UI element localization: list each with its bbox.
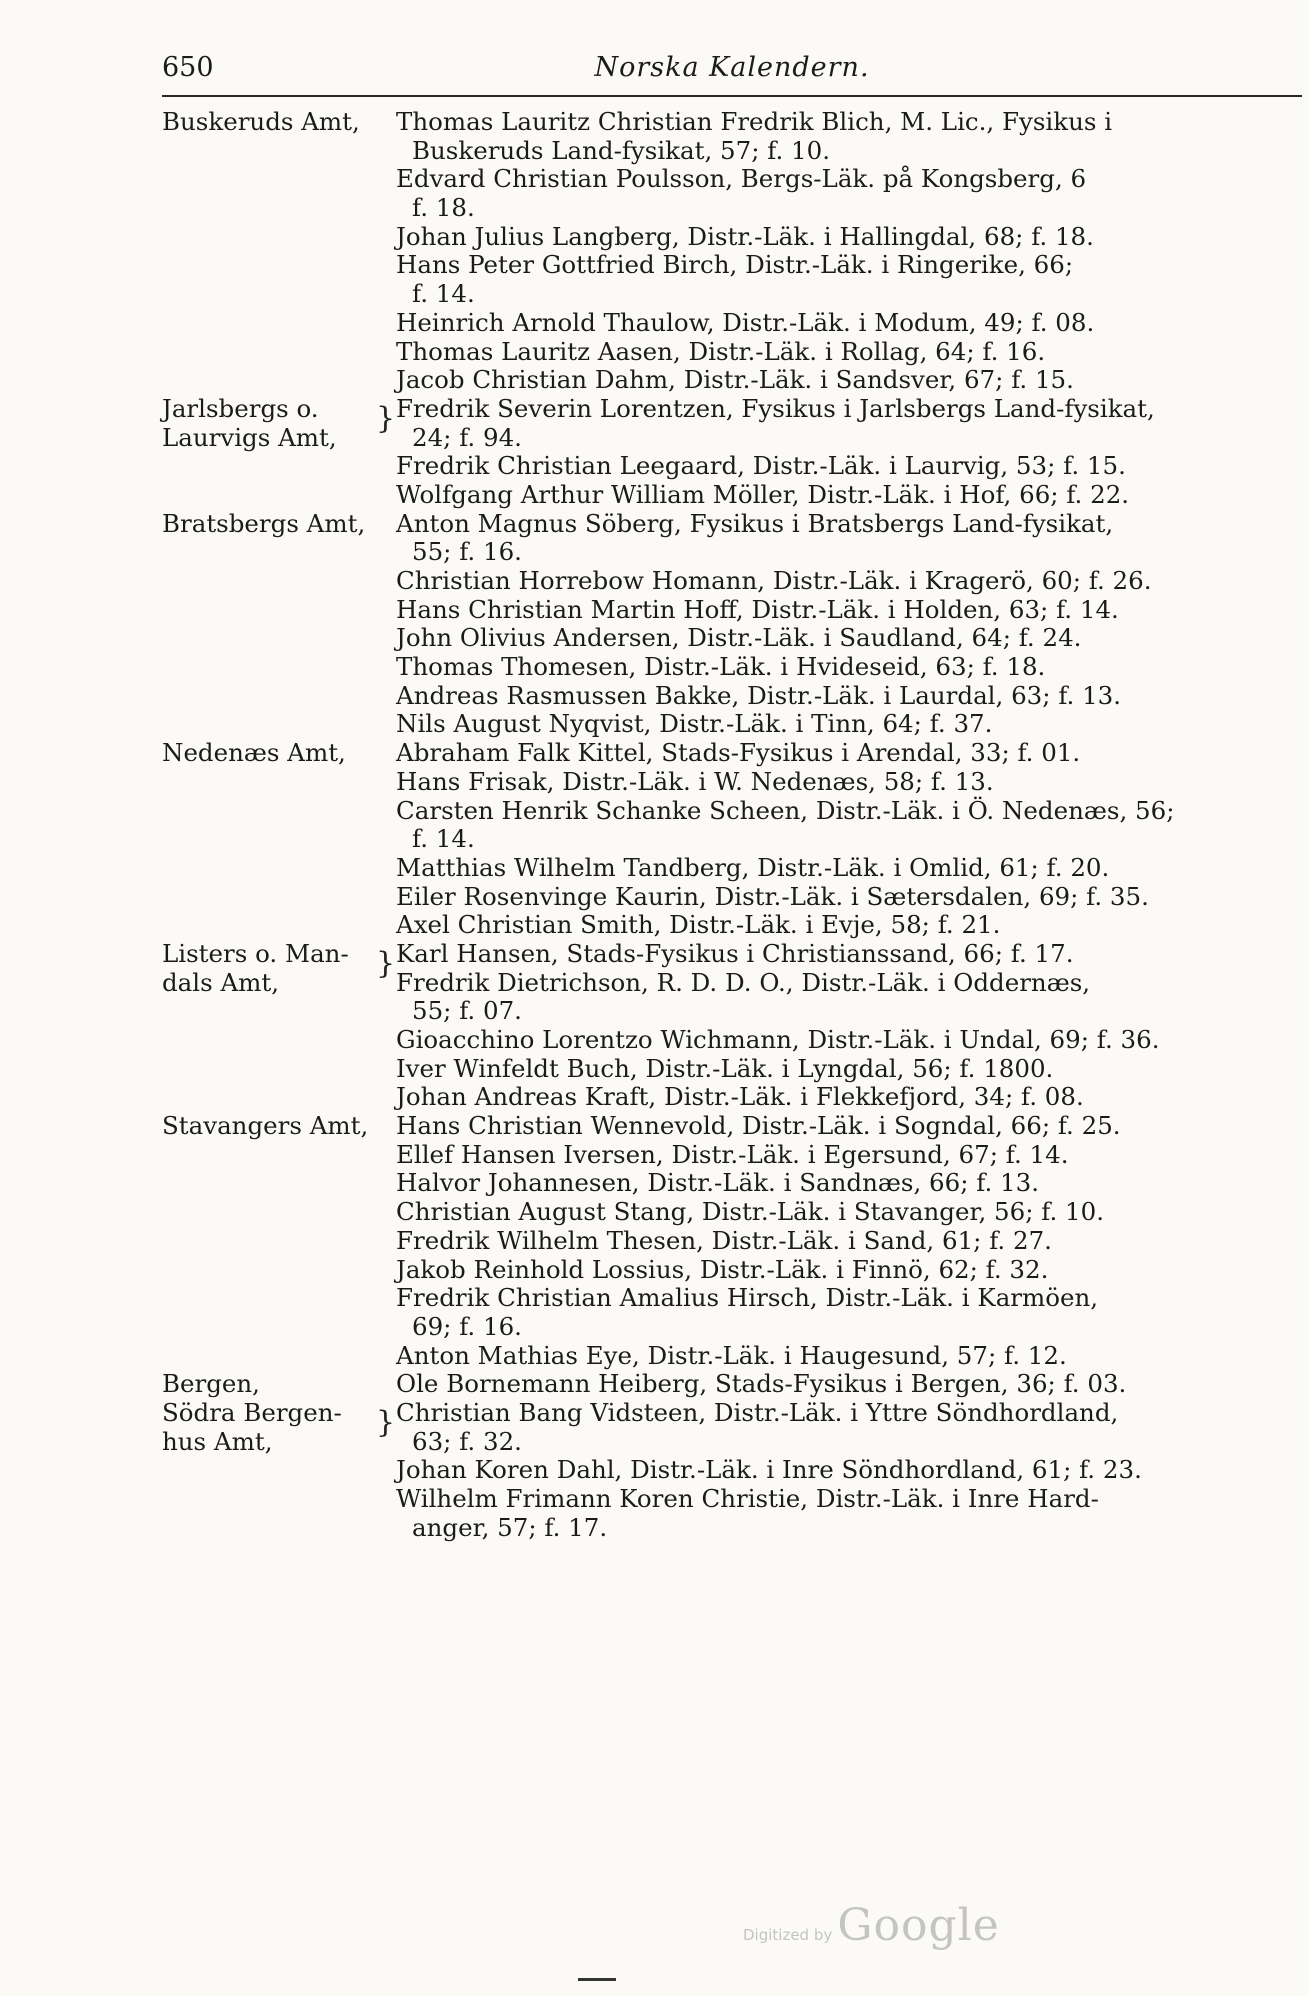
list-row [0,797,1309,826]
region-label: Bratsbergs Amt, [162,508,366,538]
list-row [0,1313,1309,1342]
list-row [0,1169,1309,1198]
digitized-by-google-watermark [743,1900,1000,1951]
physician-entry: Ole Bornemann Heiberg, Stads-Fysikus i Bergen, 36; f. 03. [396,1369,1127,1399]
list-row [0,997,1309,1026]
list-row [0,538,1309,567]
list-row [0,710,1309,739]
physician-list [0,108,1309,1542]
physician-entry: Wolfgang Arthur William Möller, Distr.-Läk. i Hof, 66; f. 22. [396,479,1130,509]
physician-entry: Ellef Hansen Iversen, Distr.-Läk. i Egersund, 67; f. 14. [396,1139,1069,1169]
physician-entry: Hans Frisak, Distr.-Läk. i W. Nedenæs, 58; f. 13. [396,766,994,796]
list-row [0,1428,1309,1457]
bottom-mark [578,1978,616,1981]
physician-entry: Christian August Stang, Distr.-Läk. i Stavanger, 56; f. 10. [396,1197,1105,1227]
list-row [0,911,1309,940]
physician-entry: Thomas Lauritz Aasen, Distr.-Läk. i Rollag, 64; f. 16. [396,336,1046,366]
list-row [0,1112,1309,1141]
region-label: Nedenæs Amt, [162,738,346,768]
region-label: Bergen, [162,1369,260,1399]
list-row [0,1198,1309,1227]
list-row [0,1370,1309,1399]
list-row [0,854,1309,883]
region-label: Listers o. Man- [162,938,349,968]
list-row [0,624,1309,653]
physician-entry: Carsten Henrik Schanke Scheen, Distr.-Läk. i Ö. Nedenæs, 56; [396,795,1175,825]
list-row [0,596,1309,625]
list-row [0,280,1309,309]
list-row [0,393,1309,436]
list-row [0,1397,1309,1440]
physician-entry: Johan Andreas Kraft, Distr.-Läk. i Flekkefjord, 34; f. 08. [396,1082,1084,1112]
entry-continuation: 55; f. 07. [412,996,522,1026]
grouping-brace: } [376,1404,396,1440]
physician-entry: Andreas Rasmussen Bakke, Distr.-Läk. i Laurdal, 63; f. 13. [396,680,1122,710]
list-row [0,223,1309,252]
region-label: Buskeruds Amt, [162,107,360,136]
physician-entry: Matthias Wilhelm Tandberg, Distr.-Läk. i Omlid, 61; f. 20. [396,852,1110,882]
physician-entry: Karl Hansen, Stads-Fysikus i Christianssand, 66; f. 17. [396,938,1074,968]
physician-entry: Thomas Lauritz Christian Fredrik Blich, M. Lic., Fysikus i [396,107,1113,136]
physician-entry: Hans Peter Gottfried Birch, Distr.-Läk. i Ringerike, 66; [396,250,1074,280]
list-row [0,1083,1309,1112]
list-row [0,1342,1309,1371]
list-row [0,338,1309,367]
physician-entry: Heinrich Arnold Thaulow, Distr.-Läk. i Modum, 49; f. 08. [396,307,1095,337]
header-rule [162,95,1302,97]
physician-entry: Fredrik Wilhelm Thesen, Distr.-Läk. i Sand, 61; f. 27. [396,1225,1052,1255]
list-row [0,1227,1309,1256]
physician-entry: Edvard Christian Poulsson, Bergs-Läk. på Kongsberg, 6 [396,164,1087,194]
physician-entry: Fredrik Severin Lorentzen, Fysikus i Jarlsbergs Land-fysikat, [396,393,1155,423]
list-row [0,309,1309,338]
grouping-brace: } [376,945,396,981]
list-row [0,137,1309,166]
list-row [0,883,1309,912]
list-row [0,108,1309,137]
physician-entry: Abraham Falk Kittel, Stads-Fysikus i Arendal, 33; f. 01. [396,738,1081,768]
entry-continuation: f. 14. [412,824,475,854]
list-row [0,1456,1309,1485]
list-row [0,1055,1309,1084]
watermark-prefix: Digitized by [743,1926,833,1944]
running-title: Norska Kalendern. [594,52,870,83]
list-row [0,825,1309,854]
entry-continuation: anger, 57; f. 17. [412,1512,608,1542]
region-label: hus Amt, [162,1426,273,1456]
physician-entry: Wilhelm Frimann Koren Christie, Distr.-Läk. i Inre Hard- [396,1484,1099,1513]
physician-entry: Christian Bang Vidsteen, Distr.-Läk. i Yttre Söndhordland, [396,1397,1119,1427]
physician-entry: Hans Christian Wennevold, Distr.-Läk. i Sogndal, 66; f. 25. [396,1111,1121,1141]
physician-entry: Jakob Reinhold Lossius, Distr.-Läk. i Finnö, 62; f. 32. [396,1254,1049,1284]
list-row [0,165,1309,194]
physician-entry: Johan Julius Langberg, Distr.-Läk. i Hallingdal, 68; f. 18. [396,221,1094,251]
list-row [0,452,1309,481]
region-label: Stavangers Amt, [162,1111,369,1141]
list-row [0,1026,1309,1055]
list-row [0,1256,1309,1285]
list-row [0,682,1309,711]
physician-entry: Halvor Johannesen, Distr.-Läk. i Sandnæs, 66; f. 13. [396,1168,1040,1198]
entry-continuation: Buskeruds Land-fysikat, 57; f. 10. [412,135,830,165]
physician-entry: Fredrik Dietrichson, R. D. D. O., Distr.-Läk. i Oddernæs, [396,967,1091,997]
entry-continuation: 24; f. 94. [412,422,522,452]
list-row [0,251,1309,280]
page-number: 650 [162,52,214,83]
list-row [0,424,1309,453]
physician-entry: Iver Winfeldt Buch, Distr.-Läk. i Lyngdal, 56; f. 1800. [396,1053,1054,1083]
list-row [0,938,1309,981]
entry-continuation: 69; f. 16. [412,1311,522,1341]
list-row [0,481,1309,510]
list-row [0,1141,1309,1170]
physician-entry: Fredrik Christian Leegaard, Distr.-Läk. i Laurvig, 53; f. 15. [396,451,1126,481]
physician-entry: Fredrik Christian Amalius Hirsch, Distr.-Läk. i Karmöen, [396,1283,1099,1313]
physician-entry: Johan Koren Dahl, Distr.-Läk. i Inre Söndhordland, 61; f. 23. [396,1455,1142,1485]
entry-continuation: 55; f. 16. [412,537,522,567]
list-row [0,653,1309,682]
physician-entry: Christian Horrebow Homann, Distr.-Läk. i Kragerö, 60; f. 26. [396,566,1152,595]
list-row [0,768,1309,797]
list-row [0,510,1309,539]
page-header [162,52,1302,92]
region-label: Södra Bergen- [162,1397,342,1427]
list-row [0,1485,1309,1514]
physician-entry: Gioacchino Lorentzo Wichmann, Distr.-Läk. i Undal, 69; f. 36. [396,1025,1160,1054]
watermark-brand: Google [837,1900,1000,1951]
list-row [0,1514,1309,1543]
physician-entry: Axel Christian Smith, Distr.-Läk. i Evje, 58; f. 21. [396,910,1001,940]
region-label: dals Amt, [162,967,280,997]
physician-entry: Anton Magnus Söberg, Fysikus i Bratsbergs Land-fysikat, [396,508,1114,538]
entry-continuation: f. 18. [412,193,475,223]
physician-entry: Thomas Thomesen, Distr.-Läk. i Hvideseid, 63; f. 18. [396,652,1046,682]
list-row [0,1284,1309,1313]
region-label: Laurvigs Amt, [162,422,337,452]
physician-entry: Nils August Nyqvist, Distr.-Läk. i Tinn, 64; f. 37. [396,709,993,739]
physician-entry: Jacob Christian Dahm, Distr.-Läk. i Sandsver, 67; f. 15. [396,365,1074,395]
grouping-brace: } [376,400,396,436]
list-row [0,739,1309,768]
physician-entry: Hans Christian Martin Hoff, Distr.-Läk. i Holden, 63; f. 14. [396,594,1119,624]
physician-entry: John Olivius Andersen, Distr.-Läk. i Saudland, 64; f. 24. [396,623,1082,653]
list-row [0,567,1309,596]
list-row [0,194,1309,223]
entry-continuation: 63; f. 32. [412,1426,522,1456]
physician-entry: Eiler Rosenvinge Kaurin, Distr.-Läk. i Sætersdalen, 69; f. 35. [396,881,1149,911]
list-row [0,969,1309,998]
physician-entry: Anton Mathias Eye, Distr.-Läk. i Haugesund, 57; f. 12. [396,1340,1067,1370]
list-row [0,366,1309,395]
entry-continuation: f. 14. [412,279,475,309]
region-label: Jarlsbergs o. [162,393,319,423]
